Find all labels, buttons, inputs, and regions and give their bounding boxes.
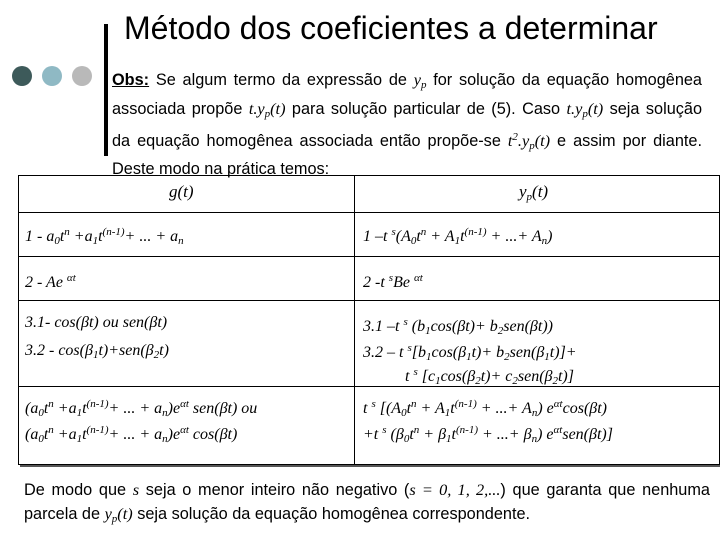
math: + ...+ A [476, 400, 532, 417]
header-yp-t [519, 182, 548, 203]
math: t [82, 400, 87, 417]
math: 1 [92, 235, 99, 247]
decor-dot-gray [72, 66, 92, 86]
math: n [541, 235, 548, 247]
math: 0 [401, 407, 407, 419]
obs-math: t.y [566, 99, 583, 118]
math: s [407, 342, 412, 354]
math: αt [553, 398, 563, 410]
row1-g [25, 219, 184, 255]
obs-math: t.y [248, 99, 265, 118]
math: y [104, 504, 112, 523]
math: (n-1) [456, 424, 478, 436]
math: 1 [466, 351, 472, 363]
math: 0 [38, 433, 44, 445]
math: s [413, 366, 418, 378]
decor-dot-dark [12, 66, 32, 86]
math: αt [553, 424, 563, 436]
obs-math: p [264, 108, 271, 120]
math: αt [180, 424, 189, 436]
math: [c [417, 368, 436, 385]
table-row-1 [19, 212, 719, 257]
math: 3.1 –t [363, 318, 404, 335]
math: + A [416, 400, 445, 417]
math: sen(β [517, 368, 553, 385]
math: 2 [512, 375, 518, 387]
math: t)] [557, 368, 574, 385]
math: n [420, 226, 427, 238]
math: 1 [444, 407, 451, 419]
math: (n-1) [102, 226, 125, 238]
math: 1 [454, 235, 461, 247]
math: 1 [76, 407, 83, 419]
math: + A [426, 228, 455, 245]
obs-math: 2 [512, 131, 518, 143]
math: n [162, 407, 168, 419]
row3-g-2 [25, 337, 169, 369]
math: 1 - a [25, 228, 55, 245]
text: ) que garanta que nenhuma parcela de [24, 481, 710, 523]
math: 0 [403, 433, 410, 445]
math: cos(β [440, 368, 476, 385]
math: (b [407, 318, 426, 335]
page-title: Método dos coeficientes a determinar [124, 10, 658, 46]
math: + ...+ β [478, 426, 532, 443]
math: αt [180, 398, 189, 410]
math: cos(βt)+ b [430, 318, 498, 335]
math: cos(βt) [562, 400, 608, 417]
math: 1 [425, 325, 431, 337]
math: t)+ b [471, 344, 505, 361]
header-yp-arg: (t) [532, 182, 549, 201]
math: sen(βt)] [562, 426, 613, 443]
math: s [382, 424, 387, 436]
obs-text: para solução particular de (5). Caso [285, 100, 567, 118]
math: t [43, 400, 49, 417]
math: t [363, 400, 372, 417]
math: n [48, 424, 54, 436]
header-g-t: g(t) [169, 182, 194, 201]
math: 2 [504, 351, 510, 363]
math: sen(βt)) [503, 318, 553, 335]
math: αt [66, 272, 76, 284]
math: s = 0, 1, 2,... [409, 480, 501, 499]
math: 2 -t [363, 274, 389, 291]
math: (n-1) [454, 398, 477, 410]
math: +a [53, 400, 77, 417]
math: (a [25, 400, 39, 417]
math: t) [159, 342, 169, 359]
math: n [178, 235, 184, 247]
math: )e [167, 426, 181, 443]
math: cos(β [431, 344, 467, 361]
row4-g-2 [25, 417, 237, 453]
math: (A [395, 228, 411, 245]
math: sen(β [509, 344, 545, 361]
math: n [413, 424, 420, 436]
math: Be [393, 274, 414, 291]
math: 0 [410, 235, 417, 247]
solution-table [18, 175, 720, 465]
math: +t [363, 426, 383, 443]
math: n [531, 407, 538, 419]
math: t [43, 426, 49, 443]
math: s [388, 272, 394, 284]
math: 3.2 - cos(β [25, 342, 93, 359]
math: t [405, 368, 414, 385]
math: sen(βt) ou [188, 400, 258, 417]
conclusion-paragraph [24, 478, 710, 531]
math: t [416, 228, 421, 245]
math: n [162, 433, 168, 445]
math: n [411, 398, 417, 410]
math: 2 - Ae [25, 274, 67, 291]
math: 1 [92, 349, 99, 361]
math: t [82, 426, 87, 443]
math: 2 [153, 349, 160, 361]
obs-math: y [413, 70, 421, 89]
math: ) e [537, 400, 554, 417]
math: s [403, 316, 408, 328]
math: 1 [435, 375, 441, 387]
math: t)]+ [549, 344, 577, 361]
math: s [132, 480, 140, 499]
math: n [531, 433, 538, 445]
math: t [409, 426, 414, 443]
math: (n-1) [86, 424, 109, 436]
math: 1 [425, 351, 432, 363]
math: [b [411, 344, 426, 361]
math: t [59, 228, 65, 245]
obs-text: e assim por diante. Deste modo na prática temos: [112, 132, 702, 178]
obs-paragraph [112, 68, 702, 181]
math: (n-1) [464, 226, 487, 238]
math: 0 [54, 235, 60, 247]
math: n [48, 398, 54, 410]
obs-text: seja solução da equação homogênea associada então propõe-se [112, 100, 702, 150]
obs-math: t [507, 131, 513, 150]
text: De modo que [24, 481, 133, 499]
row2-yp [363, 265, 423, 296]
math: t)+sen(β [98, 342, 154, 359]
table-row-3 [19, 300, 719, 387]
math: αt [413, 272, 423, 284]
math: 1 [76, 433, 83, 445]
math: + β [419, 426, 447, 443]
math: 0 [38, 407, 44, 419]
math: t [98, 228, 103, 245]
title-vertical-bar [104, 24, 108, 156]
math: )e [167, 400, 181, 417]
text: seja solução da equação homogênea correspondente. [132, 505, 531, 523]
math: t [406, 400, 412, 417]
obs-math: (t) [587, 99, 604, 118]
table-row-4 [19, 386, 719, 464]
math: + ... + a [108, 400, 163, 417]
math: t [451, 426, 456, 443]
header-yp-sub: p [526, 191, 533, 203]
obs-math: (t) [270, 99, 286, 118]
obs-math: (t) [534, 131, 551, 150]
math: t [460, 228, 465, 245]
obs-math: p [420, 79, 427, 91]
math: [(A [375, 400, 402, 417]
math: (t) [117, 504, 133, 523]
math: cos(βt) [188, 426, 238, 443]
obs-label: Obs: [112, 71, 150, 89]
math: +a [69, 228, 93, 245]
math: 1 –t [363, 228, 392, 245]
math: ) e [537, 426, 554, 443]
math: n [64, 226, 70, 238]
math: (n-1) [86, 398, 109, 410]
row2-g [25, 265, 76, 296]
math: + ...+ A [486, 228, 542, 245]
math: 1 [446, 433, 452, 445]
math: 2 [552, 375, 558, 387]
header-yp-y: y [519, 182, 527, 201]
math: +a [53, 426, 77, 443]
row3-g-1: 3.1- cos(βt) ou sen(βt) [25, 314, 168, 331]
math: ) [547, 228, 553, 245]
math: 2 [497, 325, 504, 337]
obs-text: Se algum termo da expressão de [149, 71, 414, 89]
decor-dot-teal [42, 66, 62, 86]
math: 1 [544, 351, 550, 363]
math: 2 [475, 375, 481, 387]
math: 3.2 – t [363, 344, 408, 361]
text: seja o menor inteiro não negativo ( [139, 481, 410, 499]
obs-text: for solução da equação homogênea associada propõe [112, 71, 702, 118]
math: (β [386, 426, 404, 443]
table-row-2 [19, 256, 719, 301]
math: t [450, 400, 455, 417]
obs-math: p [529, 140, 535, 152]
math: s [371, 398, 376, 410]
obs-math: .y [517, 131, 530, 150]
obs-math: p [582, 108, 588, 120]
math: + ... + a [124, 228, 179, 245]
math: + ... + a [108, 426, 163, 443]
math: p [111, 513, 118, 525]
row1-yp [363, 219, 552, 255]
row4-yp-2 [363, 417, 613, 453]
math: t)+ c [480, 368, 513, 385]
math: (a [25, 426, 39, 443]
math: s [391, 226, 396, 238]
